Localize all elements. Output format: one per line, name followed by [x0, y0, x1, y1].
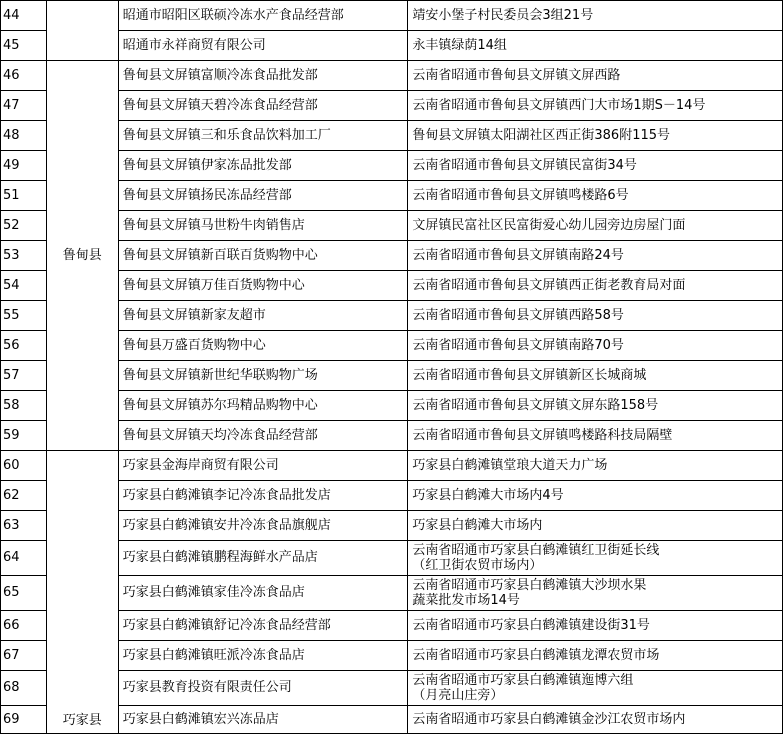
table-row: [1, 91, 783, 121]
table-row: [1, 241, 783, 271]
table-row: [1, 61, 783, 91]
merchant-name: 鲁甸县万盛百货购物中心: [118, 331, 408, 361]
merchant-address: 永丰镇绿荫14组: [408, 31, 783, 61]
row-number: 64: [1, 541, 47, 576]
merchant-name: 巧家县白鹤滩镇李记冷冻食品批发店: [118, 481, 408, 511]
row-number: 55: [1, 301, 47, 331]
merchant-name: 巧家县白鹤滩镇安井冷冻食品旗舰店: [118, 511, 408, 541]
table-row: [1, 421, 783, 451]
merchant-address: 云南省昭通市鲁甸县文屏镇西门大市场1期S－14号: [408, 91, 783, 121]
table-row: [1, 181, 783, 211]
address-line: 云南省昭通市巧家县白鹤滩镇红卫街延长线: [412, 543, 660, 558]
merchant-address: [408, 541, 783, 576]
row-number: 52: [1, 211, 47, 241]
merchant-address: [408, 671, 783, 706]
merchant-name: 昭通市昭阳区联硕冷冻水产食品经营部: [118, 1, 408, 31]
row-number: 56: [1, 331, 47, 361]
merchant-name: 巧家县白鹤滩镇鹏程海鲜水产品店: [118, 541, 408, 576]
table-row: [1, 121, 783, 151]
row-number: 54: [1, 271, 47, 301]
row-number: 59: [1, 421, 47, 451]
row-number: 69: [1, 706, 47, 734]
table-row: [1, 1, 783, 31]
address-line: （红卫街农贸市场内）: [412, 558, 543, 573]
merchant-name: 巧家县金海岸商贸有限公司: [118, 451, 408, 481]
county-cell-ludian: 鲁甸县: [46, 61, 118, 451]
merchant-name: 鲁甸县文屏镇新家友超市: [118, 301, 408, 331]
table-row: [1, 361, 783, 391]
merchant-address: 云南省昭通市巧家县白鹤滩镇龙潭农贸市场: [408, 641, 783, 671]
table-row: [1, 391, 783, 421]
merchant-name: 鲁甸县文屏镇天碧冷冻食品经营部: [118, 91, 408, 121]
table-row: [1, 211, 783, 241]
row-number: 60: [1, 451, 47, 481]
merchant-name: 鲁甸县文屏镇伊家冻品批发部: [118, 151, 408, 181]
merchant-address: 云南省昭通市鲁甸县文屏镇民富街34号: [408, 151, 783, 181]
merchant-name: 巧家县白鹤滩镇旺派冷冻食品店: [118, 641, 408, 671]
address-line: 蔬菜批发市场14号: [412, 593, 520, 608]
merchant-address: 巧家县白鹤滩大市场内: [408, 511, 783, 541]
row-number: 66: [1, 611, 47, 641]
row-number: 63: [1, 511, 47, 541]
merchant-address: 巧家县白鹤滩大市场内4号: [408, 481, 783, 511]
county-cell: [46, 1, 118, 61]
merchant-address: 云南省昭通市鲁甸县文屏镇文屏西路: [408, 61, 783, 91]
merchant-address: 云南省昭通市鲁甸县文屏镇文屏东路158号: [408, 391, 783, 421]
merchant-name: 鲁甸县文屏镇三和乐食品饮料加工厂: [118, 121, 408, 151]
row-number: 67: [1, 641, 47, 671]
merchant-address: 云南省昭通市鲁甸县文屏镇鸣楼路科技局隔壁: [408, 421, 783, 451]
merchant-address: [408, 576, 783, 611]
row-number: 68: [1, 671, 47, 706]
table-row: [1, 706, 783, 734]
merchant-name: 鲁甸县文屏镇马世粉牛肉销售店: [118, 211, 408, 241]
merchant-name: 巧家县教育投资有限责任公司: [118, 671, 408, 706]
merchant-name: 鲁甸县文屏镇万佳百货购物中心: [118, 271, 408, 301]
row-number: 46: [1, 61, 47, 91]
table-row: [1, 271, 783, 301]
merchant-address: 云南省昭通市鲁甸县文屏镇西路58号: [408, 301, 783, 331]
merchant-address: 云南省昭通市鲁甸县文屏镇西正街老教育局对面: [408, 271, 783, 301]
row-number: 53: [1, 241, 47, 271]
merchant-address: 鲁甸县文屏镇太阳湖社区西正街386附115号: [408, 121, 783, 151]
row-number: 48: [1, 121, 47, 151]
row-number: 51: [1, 181, 47, 211]
merchant-address: 云南省昭通市巧家县白鹤滩镇建设街31号: [408, 611, 783, 641]
merchant-address: 靖安小堡子村民委员会3组21号: [408, 1, 783, 31]
row-number: 62: [1, 481, 47, 511]
merchant-name: 鲁甸县文屏镇富顺冷冻食品批发部: [118, 61, 408, 91]
table-row: [1, 151, 783, 181]
merchant-name: 鲁甸县文屏镇天均冷冻食品经营部: [118, 421, 408, 451]
merchant-name: 昭通市永祥商贸有限公司: [118, 31, 408, 61]
address-line: （月亮山庄旁）: [412, 688, 504, 703]
row-number: 65: [1, 576, 47, 611]
county-cell-qiaojia: 巧家县: [46, 451, 118, 734]
table-row: [1, 576, 783, 611]
row-number: 57: [1, 361, 47, 391]
table-row: [1, 641, 783, 671]
row-number: 44: [1, 1, 47, 31]
merchant-address: 文屏镇民富社区民富街爱心幼儿园旁边房屋门面: [408, 211, 783, 241]
merchant-address: 云南省昭通市鲁甸县文屏镇南路24号: [408, 241, 783, 271]
merchant-address: 云南省昭通市鲁甸县文屏镇南路70号: [408, 331, 783, 361]
table-row: [1, 671, 783, 706]
table-row: [1, 481, 783, 511]
row-number: 47: [1, 91, 47, 121]
table-row: [1, 301, 783, 331]
table-row: [1, 541, 783, 576]
merchant-name: 鲁甸县文屏镇扬民冻品经营部: [118, 181, 408, 211]
address-line: 云南省昭通市巧家县白鹤滩镇大沙坝水果: [412, 578, 647, 593]
merchant-name: 鲁甸县文屏镇新世纪华联购物广场: [118, 361, 408, 391]
merchant-name: 巧家县白鹤滩镇家佳冷冻食品店: [118, 576, 408, 611]
row-number: 45: [1, 31, 47, 61]
row-number: 58: [1, 391, 47, 421]
merchant-name: 巧家县白鹤滩镇舒记冷冻食品经营部: [118, 611, 408, 641]
merchant-name: 鲁甸县文屏镇新百联百货购物中心: [118, 241, 408, 271]
table-row: [1, 31, 783, 61]
address-line: 云南省昭通市巧家县白鹤滩镇迤博六组: [412, 673, 634, 688]
table-row: [1, 511, 783, 541]
merchant-name: 巧家县白鹤滩镇宏兴冻品店: [118, 706, 408, 734]
merchant-address: 巧家县白鹤滩镇堂琅大道天力广场: [408, 451, 783, 481]
table-row: [1, 331, 783, 361]
merchant-address: 云南省昭通市鲁甸县文屏镇鸣楼路6号: [408, 181, 783, 211]
merchant-name: 鲁甸县文屏镇苏尔玛精品购物中心: [118, 391, 408, 421]
merchant-address: 云南省昭通市鲁甸县文屏镇新区长城商城: [408, 361, 783, 391]
table-row: [1, 611, 783, 641]
merchant-address: 云南省昭通市巧家县白鹤滩镇金沙江农贸市场内: [408, 706, 783, 734]
table-row: [1, 451, 783, 481]
row-number: 49: [1, 151, 47, 181]
